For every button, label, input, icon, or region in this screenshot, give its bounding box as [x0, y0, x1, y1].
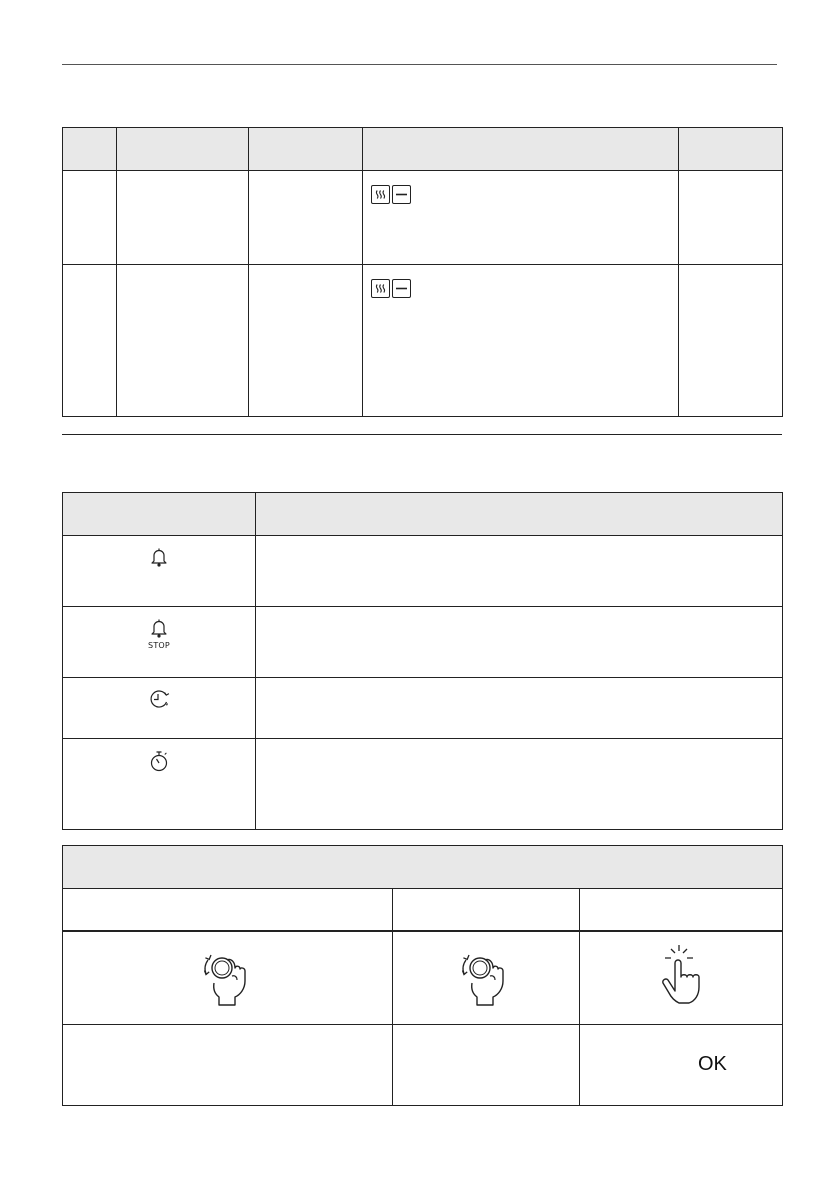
header-cell: [256, 493, 783, 536]
icon-cell: [63, 739, 256, 830]
subheader-cell: [393, 889, 580, 932]
cell: [63, 171, 117, 265]
programs-table: [62, 127, 783, 417]
icon-cell: [63, 678, 256, 739]
stop-label: STOP: [148, 641, 170, 650]
programs-table-header: [63, 128, 783, 171]
section-rule: [62, 434, 782, 435]
gesture-cell: [393, 931, 580, 1025]
header-cell: [117, 128, 249, 171]
turn-knob-icon: [454, 943, 518, 1009]
cell: [249, 265, 363, 417]
controls-table-header: [63, 846, 783, 889]
bell-icon: [149, 546, 169, 568]
cell: [117, 265, 249, 417]
cell: [117, 171, 249, 265]
ok-label: OK: [698, 1053, 727, 1075]
header-rule: [62, 64, 777, 65]
gesture-cell: [63, 931, 393, 1025]
controls-subheader: [63, 889, 783, 932]
subheader-cell: [63, 889, 393, 932]
cell: [63, 265, 117, 417]
table-row: [63, 607, 783, 678]
clock-table-header: [63, 493, 783, 536]
cell: [249, 171, 363, 265]
subheader-cell: [580, 889, 783, 932]
clock-delay-icon: [148, 688, 170, 710]
header-cell: [679, 128, 783, 171]
gesture-row: [63, 931, 783, 1025]
header-cell: [63, 846, 783, 889]
table-row: [63, 678, 783, 739]
description-cell: [256, 536, 783, 607]
press-icon: [653, 943, 709, 1009]
minus-icon: [392, 185, 411, 204]
header-cell: [249, 128, 363, 171]
description-cell: [393, 1025, 580, 1106]
table-row: [63, 739, 783, 830]
cell: [679, 265, 783, 417]
description-cell: [256, 607, 783, 678]
gesture-cell: [580, 931, 783, 1025]
icon-cell: [63, 607, 256, 678]
top-bottom-heat-icon: [371, 279, 390, 298]
heating-function-icons: [363, 171, 679, 265]
description-row: [63, 1025, 783, 1106]
description-cell: [256, 739, 783, 830]
icon-cell: [63, 536, 256, 607]
header-cell: [363, 128, 679, 171]
header-cell: [63, 128, 117, 171]
table-row: [63, 265, 783, 417]
minus-icon: [392, 279, 411, 298]
description-cell: [580, 1025, 783, 1106]
clock-functions-table: [62, 492, 783, 830]
heating-function-icons: [363, 265, 679, 417]
table-row: [63, 171, 783, 265]
cell: [679, 171, 783, 265]
description-cell: [256, 678, 783, 739]
table-row: [63, 536, 783, 607]
top-bottom-heat-icon: [371, 185, 390, 204]
turn-knob-icon: [196, 943, 260, 1009]
bell-stop-icon: [149, 617, 169, 639]
controls-table: [62, 845, 783, 1106]
header-cell: [63, 493, 256, 536]
stopwatch-icon: [148, 749, 170, 773]
description-cell: [63, 1025, 393, 1106]
